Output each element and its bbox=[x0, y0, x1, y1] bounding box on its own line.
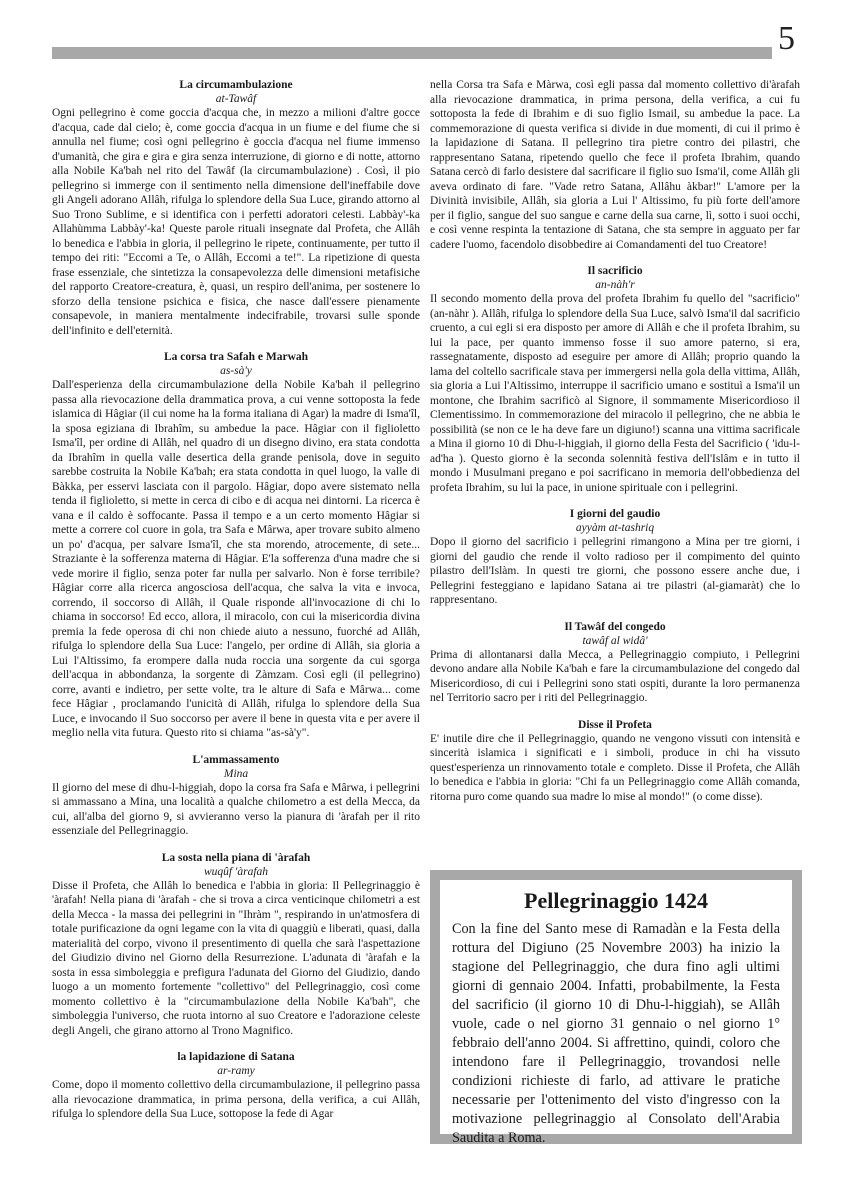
article-section-prophet-said bbox=[430, 718, 800, 805]
header-bar bbox=[52, 47, 772, 59]
section-title: L'ammassamento bbox=[192, 753, 280, 766]
section-title: Disse il Profeta bbox=[578, 718, 652, 731]
section-body: nella Corsa tra Safa e Màrwa, così egli passa dal momento collettivo di'àrafah alla rievocazione drammatica, in prima persona, della verifica, a cui fu sottoposta la fede di Ibrahim e di suo figlio Ismail, su ambedue la pace. La commemorazione di questa verifica si divide in due momenti, di cui il primo è la lapidazione di Satana. Il pellegrino tira pietre contro dei pilastri, che rappresentano Satana, ripetendo quello che fece il profeta Ibrahim, quando Satana cercò di farlo desistere dal sacrificare il figlio suo Isma'il, come Allâh gli aveva ordinato di fare. "Vade retro Satana, Allâhu àkbar!" L'amore per la Divinità invisibile, Allâh, sia gloria a Lui l' Altissimo, fu più forte dell'amore per il figlio, sangue del suo sangue e carne della sua carne, lì, sotto i suoi occhi, e così venne respinta la tentazione di Satana, che sta sempre in agguato per far cadere l'uomo, facendolo disobbedire ai Comandamenti del tuo Creatore! bbox=[430, 79, 800, 251]
section-title: I giorni del gaudio bbox=[569, 508, 661, 520]
article-section-sacrifice bbox=[430, 264, 800, 495]
section-title: Il sacrificio bbox=[587, 265, 643, 277]
article-section-circumambulation bbox=[52, 78, 420, 338]
page-number: 5 bbox=[778, 20, 795, 57]
section-subtitle: ar-ramy bbox=[217, 1065, 255, 1077]
section-body: Come, dopo il momento collettivo della circumambulazione, il pellegrino passa alla rievocazione drammatica, in prima persona, della verifica, a cui Allâh, rifulga lo splendore della Sua Luce, sottopose la fede di Agar bbox=[52, 1079, 420, 1120]
article-section-farewell bbox=[430, 620, 800, 706]
section-body: Dopo il giorno del sacrificio i pellegrini rimangono a Mina per tre giorni, i giorni del gaudio che rende il volto radioso per il compimento del quinto pilastro dell'Islàm. In questi tre giorni, che possono essere anche due, i Pellegrini festeggiano e lapidano Satana ai tre pilastri (al-giamaràt) che lo rappresentano. bbox=[430, 536, 800, 606]
section-subtitle: at-Tawâf bbox=[215, 93, 257, 105]
section-body: Ogni pellegrino è come goccia d'acqua che, in mezzo a milioni d'altre gocce d'acqua, cade dal cielo; è, come goccia d'acqua in un fiume e del fiume che si annulla nel fiume; così ogni pellegrino è goccia d'acqua nel fiume immenso d'umanità, che gira e gira e gira senza interruzione, di giorno e di notte, attorno alla Nobile Ka'bah nel rito del Tawâf (la circumambulazione) . Così, il pio pellegrino si immerge con il sentimento nella dimensione dell'ineffabile dove gli Angeli adorano Allâh, rifulga lo splendore della Sua Luce, girando attorno al Suo Trono Sublime, e si identifica con i perfetti adoratori celesti. Labbày'-ka Allahùmma Labbày'-ka! Queste parole rituali insegnate dal Profeta, che Allâh lo benedica e l'abbia in gloria, il pellegrino le ripete, continuamente, per tutto il tempo dei riti: "Eccomi a Te, o Allâh, Eccomi a te!". La ripetizione di questa frase essenziale, che sintetizza la consapevolezza delle dimensioni metafisiche del rapporto Creatore-creatura, è, quasi, un respiro dell'anima, per sostenere lo sforzo della tensione psichica e fisica, che nasce dall'essere pienamente consapevole, in maniera mentalmente indecifrabile, trovarsi sulle sponde dell'infinito e dell'eternità. bbox=[52, 107, 420, 337]
section-subtitle: ayyàm at-tashriq bbox=[575, 522, 655, 534]
section-subtitle: Mina bbox=[223, 767, 249, 780]
article-section-ramy bbox=[52, 1050, 420, 1122]
announcement-box bbox=[430, 870, 802, 1144]
right-column bbox=[430, 78, 800, 816]
section-body: Dall'esperienza della circumambulazione della Nobile Ka'bah il pellegrino passa alla rievocazione della drammatica prova, a cui venne sottoposta la fede islamica di Hâgiar (il cui nome ha la forma italiana di Agar) la madre di Isma'îl, la sposa egiziana di Ibrahîm, su ambedue la pace. Hâgiar con il figlioletto Isma'îl, per ordine di Allâh, nel quadro di un disegno divino, era stata condotta da Ibrahîm in quella valle desertica della grande penisola, dove in seguito sarebbe costruita la Nobile Ka'bah; era stata condotta in quel luogo, la valle di Bàkka, per esservi lasciata con il pargolo. Hâgiar, dopo avere sistemato nella tenda il figlioletto, si mette in cerca di cibo e di acqua nei dintorni. La ricerca è vana e il caldo è soffocante. Passa il tempo e a un certo momento Hâgiar si mette a correre col cuore in gola, tra Safa e Mârwa, aper trovare subito almeno un po' d'acqua, per salvare Isma'îl, che sta morendo, atrocemente, di sete... Straziante è la sofferenza materna di Hâgiar. E'la sofferenza d'una madre che si vede morire il figlio, senza poter far nulla per salvarlo. Non è forse terribile? Hâgiar corre alla ricerca angosciosa dell'acqua, che salva la vita e invoca, correndo, il soccorso di Allâh, il Quale risponde all'invocazione di chi lo chiama in soccorso! Ed ecco, allora, il miracolo, con cui la misericordia divina premia la fede operosa di chi non chiede aiuto a nessuno, fuorché ad Allâh, rifulga lo splendore della Sua Luce: l'angelo, per ordine di Allâh, sia gloria a Lui l'Altissimo, fa erompere dalla nuda roccia una sorgente da cui sgorga dell'acqua in abbondanza, la sorgente di Zàmzam. Così egli (il pellegrino) corre, avanti e indietro, per sette volte, tra le alture di Safa e Mârwa... come fece Hâgiar , proclamando l'unicità di Allâh, rifulga lo splendore della Sua Luce, e invocando il Suo soccorso per avere il bene in questa vita e per avere il meglio nella vita futura. Questo rito si chiama "as-sà'y". bbox=[52, 379, 420, 739]
article-section-ramy-continued bbox=[430, 78, 800, 252]
section-body: Prima di allontanarsi dalla Mecca, a Pellegrinaggio compiuto, i Pellegrini devono andare alla Nobile Ka'bah e fare la circumambulazione del congedo dal Misericordioso, di cui i Pellegrini sono stati ospiti, durante la loro permanenza nel Territorio sacro per i riti del Pellegrinaggio. bbox=[430, 648, 800, 704]
section-subtitle: as-sà'y bbox=[220, 365, 252, 377]
section-body: E' inutile dire che il Pellegrinaggio, quando ne vengono vissuti con intensità e sincerità islamica i significati e i simboli, produce in chi ha vissuto quest'esperienza un rinnovamento totale e completo. Disse il Profeta, che Allâh lo benedica e l'abbia in gloria: "Chi fa un Pellegrinaggio come Allâh comanda, ritorna puro come quando sua madre lo mise al mondo!" (o come disse). bbox=[430, 732, 800, 803]
section-subtitle: wuqûf 'àrafah bbox=[203, 865, 269, 878]
section-body: Il giorno del mese di dhu-l-higgiah, dopo la corsa fra Safa e Mârwa, i pellegrini si ammassano a Mina, una località a qualche chilometro a est della Mecca, da cui, all'alba del giorno 9, si avvieranno verso la pianura di 'àrafah per il rito essenziale del Pellegrinaggio. bbox=[52, 781, 420, 837]
section-title: La sosta nella piana di 'àrafah bbox=[161, 851, 311, 864]
section-subtitle: an-nàh'r bbox=[595, 279, 635, 291]
section-title: Il Tawâf del congedo bbox=[564, 620, 666, 633]
article-section-arafah bbox=[52, 851, 420, 1039]
announcement-body: Con la fine del Santo mese di Ramadàn e la Festa della rottura del Digiuno (25 Novembre 2003) ha inizio la stagione del Pellegrinaggio, che dura fino agli ultimi giorni di gennaio 2004. Infatti, probabilmente, la Festa del sacrificio (il giorno 10 di Dhu-l-higgiah), se Allâh vuole, cade o nel giorno 31 gennaio o nel giorno 1° febbraio dell'anno 2004. Si affrettino, quindi, coloro che intendono fare il Pellegrinaggio, trovandosi nelle condizioni richieste di farlo, ad attivare le pratiche necessarie per l'ottenimento del visto d'ingresso con la motivazione pellegrinaggio al Consolato dell'Arabia Saudita a Roma. bbox=[452, 921, 780, 1146]
section-body: Disse il Profeta, che Allâh lo benedica e l'abbia in gloria: Il Pellegrinaggio è 'àrafah! Nella piana di 'àrafah - che si trova a circa venticinque chilometri a est della Mecca - la massa dei pellegrini in "Ihràm ", respirando in un'atmosfera di totale purificazione da ogni legame con la vita di quaggiù e liberati, quasi, dalla materialità del corpo, vivono il presentimento di quella che sarà l'aspettazione del Giudizio divino nel Giorno della Resurrezione. L'adunata di 'àrafah e la sosta in essa simboleggia e prefigura l'adunata del Giorno del Giudizio, dando luogo a un momento fortemente "collettivo" del Pellegrinaggio, così come momento collettivo è la "circumambulazione della Nobile Ka'bah", che simboleggia l'universo, che ruota intorno al suo Creatore e l'adorazione celeste degli Angeli, che girano attorno al Trono Magnifico. bbox=[52, 879, 420, 1037]
section-title: La circumambulazione bbox=[179, 79, 293, 91]
section-body: Il secondo momento della prova del profeta Ibrahim fu quello del "sacrificio" (an-nàhr ). Allâh, rifulga lo splendore della Sua Luce, salvò Isma'il dal sacrificio cruento, a cui egli si era disposto per amore di Allâh e che il profeta Ibrahim, su lui la pace, per quanto immenso fosse il suo amore paterno, si era, rassegnatamente, disposto ad eseguire per amore di Allâh; proprio quando la lama del coltello sacrificale stava per immergersi nella gola della vittima, Allâh, sia gloria a Lui l'Altissimo, interruppe il sacrificio umano e sostituì a Isma'il un montone, che Ibrahim sacrificò al Signore, il sommamente Misericordioso il Clementissimo. In commemorazione del miracolo il pellegrino, che ne abbia le possibilità (se non ce le ha deve fare un digiuno!) scanna una vittima sacrificale a Mina il giorno 10 di Dhu-l-higgiah, il giorno della Festa del Sacrificio ( 'idu-l-ad'ha ). Questo giorno è la seconda solennità festiva dell'Islâm e in tutto il mondo i Musulmani pregano e poi sacrificano in memoria dell'obbedienza del profeta Ibrahim, su lui la pace, in unione spirituale con i pellegrini. bbox=[430, 293, 800, 494]
announcement-title: Pellegrinaggio 1424 bbox=[524, 888, 708, 913]
article-section-tashriq bbox=[430, 507, 800, 608]
section-subtitle: tawâf al widâ' bbox=[582, 634, 648, 647]
section-title: la lapidazione di Satana bbox=[177, 1051, 295, 1063]
section-title: La corsa tra Safah e Marwah bbox=[163, 351, 309, 363]
article-section-mina bbox=[52, 753, 420, 839]
left-column bbox=[52, 78, 420, 1134]
article-section-sa-y bbox=[52, 350, 420, 741]
